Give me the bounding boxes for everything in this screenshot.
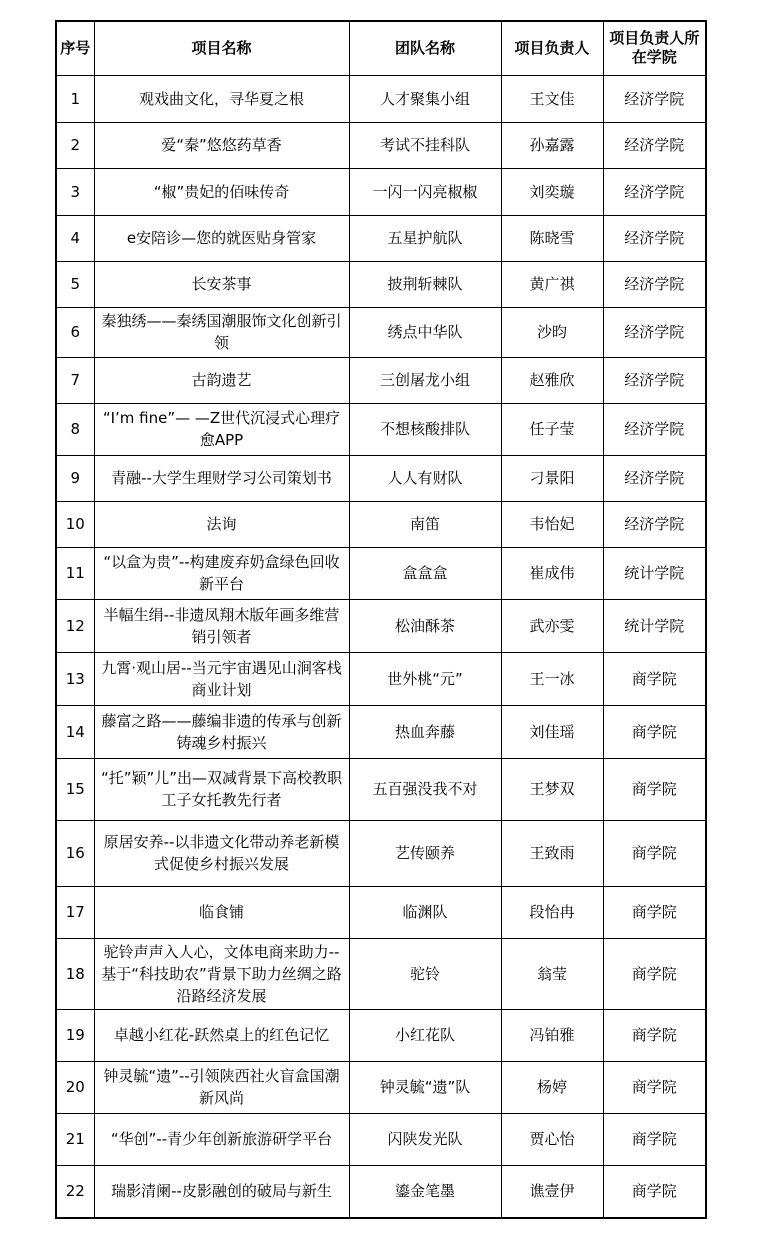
cell-project-name: 古韵遗艺	[94, 357, 349, 403]
cell-team-name: 考试不挂科队	[349, 122, 501, 168]
cell-project-name: 青融--大学生理财学习公司策划书	[94, 455, 349, 501]
project-table	[55, 20, 707, 1219]
cell-project-name: “华创”--青少年创新旅游研学平台	[94, 1113, 349, 1165]
table-row	[56, 938, 706, 1009]
cell-project-name: 半幅生绢--非遗凤翔木版年画多维营销引领者	[94, 599, 349, 652]
cell-team-name: 南笛	[349, 501, 501, 547]
cell-index: 4	[56, 215, 94, 261]
cell-team-name: 绣点中华队	[349, 307, 501, 357]
table-row	[56, 758, 706, 820]
cell-index: 13	[56, 652, 94, 705]
cell-team-name: 世外桃“元”	[349, 652, 501, 705]
cell-index: 16	[56, 820, 94, 886]
cell-college: 商学院	[603, 820, 706, 886]
cell-college: 商学院	[603, 1165, 706, 1218]
cell-college: 经济学院	[603, 215, 706, 261]
cell-team-name: 五星护航队	[349, 215, 501, 261]
table-row	[56, 820, 706, 886]
cell-index: 6	[56, 307, 94, 357]
cell-team-name: 热血奔藤	[349, 705, 501, 758]
table-row	[56, 122, 706, 168]
cell-index: 9	[56, 455, 94, 501]
cell-leader: 刁景阳	[501, 455, 603, 501]
header-leader: 项目负责人	[501, 21, 603, 75]
table-row	[56, 1061, 706, 1113]
cell-index: 3	[56, 168, 94, 215]
cell-college: 商学院	[603, 938, 706, 1009]
cell-team-name: 小红花队	[349, 1009, 501, 1061]
table-row	[56, 357, 706, 403]
cell-leader: 韦怡妃	[501, 501, 603, 547]
cell-leader: 段怡冉	[501, 886, 603, 938]
cell-college: 经济学院	[603, 357, 706, 403]
cell-college: 经济学院	[603, 261, 706, 307]
cell-leader: 孙嘉露	[501, 122, 603, 168]
cell-college: 经济学院	[603, 501, 706, 547]
cell-team-name: 披荆斩棘队	[349, 261, 501, 307]
cell-leader: 赵雅欣	[501, 357, 603, 403]
table-row	[56, 652, 706, 705]
cell-index: 18	[56, 938, 94, 1009]
table-row	[56, 75, 706, 122]
table-row	[56, 1113, 706, 1165]
cell-index: 7	[56, 357, 94, 403]
cell-index: 2	[56, 122, 94, 168]
header-team-name: 团队名称	[349, 21, 501, 75]
cell-project-name: “托”颖”儿”出—双减背景下高校教职工子女托教先行者	[94, 758, 349, 820]
cell-team-name: 钟灵毓“遗”队	[349, 1061, 501, 1113]
table-row	[56, 705, 706, 758]
cell-project-name: e安陪诊—您的就医贴身管家	[94, 215, 349, 261]
cell-leader: 王文佳	[501, 75, 603, 122]
header-index: 序号	[56, 21, 94, 75]
cell-project-name: 临食铺	[94, 886, 349, 938]
cell-team-name: 三创屠龙小组	[349, 357, 501, 403]
cell-college: 经济学院	[603, 122, 706, 168]
cell-team-name: 人才聚集小组	[349, 75, 501, 122]
table-row	[56, 307, 706, 357]
cell-leader: 谯壹伊	[501, 1165, 603, 1218]
table-row	[56, 261, 706, 307]
cell-index: 10	[56, 501, 94, 547]
cell-leader: 王梦双	[501, 758, 603, 820]
cell-team-name: 不想核酸排队	[349, 403, 501, 455]
cell-leader: 武亦雯	[501, 599, 603, 652]
cell-team-name: 艺传颐养	[349, 820, 501, 886]
table-row	[56, 1165, 706, 1218]
cell-project-name: 九霄·观山居--当元宇宙遇见山涧客栈商业计划	[94, 652, 349, 705]
cell-leader: 任子莹	[501, 403, 603, 455]
cell-index: 5	[56, 261, 94, 307]
cell-project-name: 钟灵毓“遗”--引领陕西社火盲盒国潮新风尚	[94, 1061, 349, 1113]
cell-college: 商学院	[603, 652, 706, 705]
table-row	[56, 599, 706, 652]
cell-project-name: 卓越小红花-跃然桌上的红色记忆	[94, 1009, 349, 1061]
cell-leader: 黄广祺	[501, 261, 603, 307]
cell-leader: 刘奕璇	[501, 168, 603, 215]
cell-index: 12	[56, 599, 94, 652]
cell-project-name: “I’m fine”— —Z世代沉浸式心理疗愈APP	[94, 403, 349, 455]
cell-team-name: 闪陕发光队	[349, 1113, 501, 1165]
cell-leader: 杨婷	[501, 1061, 603, 1113]
cell-leader: 翁莹	[501, 938, 603, 1009]
table-row	[56, 403, 706, 455]
cell-college: 商学院	[603, 1061, 706, 1113]
cell-college: 统计学院	[603, 599, 706, 652]
cell-college: 商学院	[603, 758, 706, 820]
cell-project-name: 原居安养--以非遗文化带动养老新模式促使乡村振兴发展	[94, 820, 349, 886]
cell-index: 19	[56, 1009, 94, 1061]
cell-team-name: 临渊队	[349, 886, 501, 938]
cell-project-name: “以盒为贵”--构建废弃奶盒绿色回收新平台	[94, 547, 349, 599]
cell-team-name: 盒盒盒	[349, 547, 501, 599]
cell-leader: 陈晓雪	[501, 215, 603, 261]
cell-college: 经济学院	[603, 307, 706, 357]
table-row	[56, 1009, 706, 1061]
cell-project-name: “椒”贵妃的佰味传奇	[94, 168, 349, 215]
cell-college: 经济学院	[603, 455, 706, 501]
cell-index: 8	[56, 403, 94, 455]
table-row	[56, 168, 706, 215]
cell-project-name: 驼铃声声入人心，文体电商来助力--基于“科技助农”背景下助力丝绸之路沿路经济发展	[94, 938, 349, 1009]
cell-index: 17	[56, 886, 94, 938]
cell-leader: 刘佳瑶	[501, 705, 603, 758]
cell-leader: 贾心怡	[501, 1113, 603, 1165]
cell-project-name: 藤富之路——藤编非遗的传承与创新铸魂乡村振兴	[94, 705, 349, 758]
cell-college: 商学院	[603, 1009, 706, 1061]
cell-team-name: 松油酥茶	[349, 599, 501, 652]
cell-project-name: 秦独绣——秦绣国潮服饰文化创新引领	[94, 307, 349, 357]
table-row	[56, 886, 706, 938]
cell-college: 商学院	[603, 886, 706, 938]
cell-leader: 崔成伟	[501, 547, 603, 599]
header-leader-college: 项目负责人所在学院	[603, 21, 706, 75]
cell-index: 22	[56, 1165, 94, 1218]
cell-college: 经济学院	[603, 403, 706, 455]
cell-college: 商学院	[603, 705, 706, 758]
cell-team-name: 鎏金笔墨	[349, 1165, 501, 1218]
cell-leader: 王一冰	[501, 652, 603, 705]
cell-team-name: 驼铃	[349, 938, 501, 1009]
cell-index: 20	[56, 1061, 94, 1113]
cell-college: 商学院	[603, 1113, 706, 1165]
cell-leader: 冯铂雅	[501, 1009, 603, 1061]
cell-project-name: 法询	[94, 501, 349, 547]
cell-project-name: 爱“秦”悠悠药草香	[94, 122, 349, 168]
header-row	[56, 21, 706, 75]
cell-index: 21	[56, 1113, 94, 1165]
table-row	[56, 455, 706, 501]
cell-project-name: 瑞影清阑--皮影融创的破局与新生	[94, 1165, 349, 1218]
table-row	[56, 501, 706, 547]
cell-index: 15	[56, 758, 94, 820]
cell-college: 统计学院	[603, 547, 706, 599]
cell-project-name: 长安茶事	[94, 261, 349, 307]
cell-leader: 王致雨	[501, 820, 603, 886]
cell-index: 1	[56, 75, 94, 122]
cell-team-name: 一闪一闪亮椒椒	[349, 168, 501, 215]
cell-team-name: 人人有财队	[349, 455, 501, 501]
table-row	[56, 547, 706, 599]
header-project-name: 项目名称	[94, 21, 349, 75]
cell-team-name: 五百强没我不对	[349, 758, 501, 820]
cell-college: 经济学院	[603, 168, 706, 215]
cell-index: 11	[56, 547, 94, 599]
cell-college: 经济学院	[603, 75, 706, 122]
cell-index: 14	[56, 705, 94, 758]
cell-leader: 沙昀	[501, 307, 603, 357]
cell-project-name: 观戏曲文化，寻华夏之根	[94, 75, 349, 122]
table-row	[56, 215, 706, 261]
